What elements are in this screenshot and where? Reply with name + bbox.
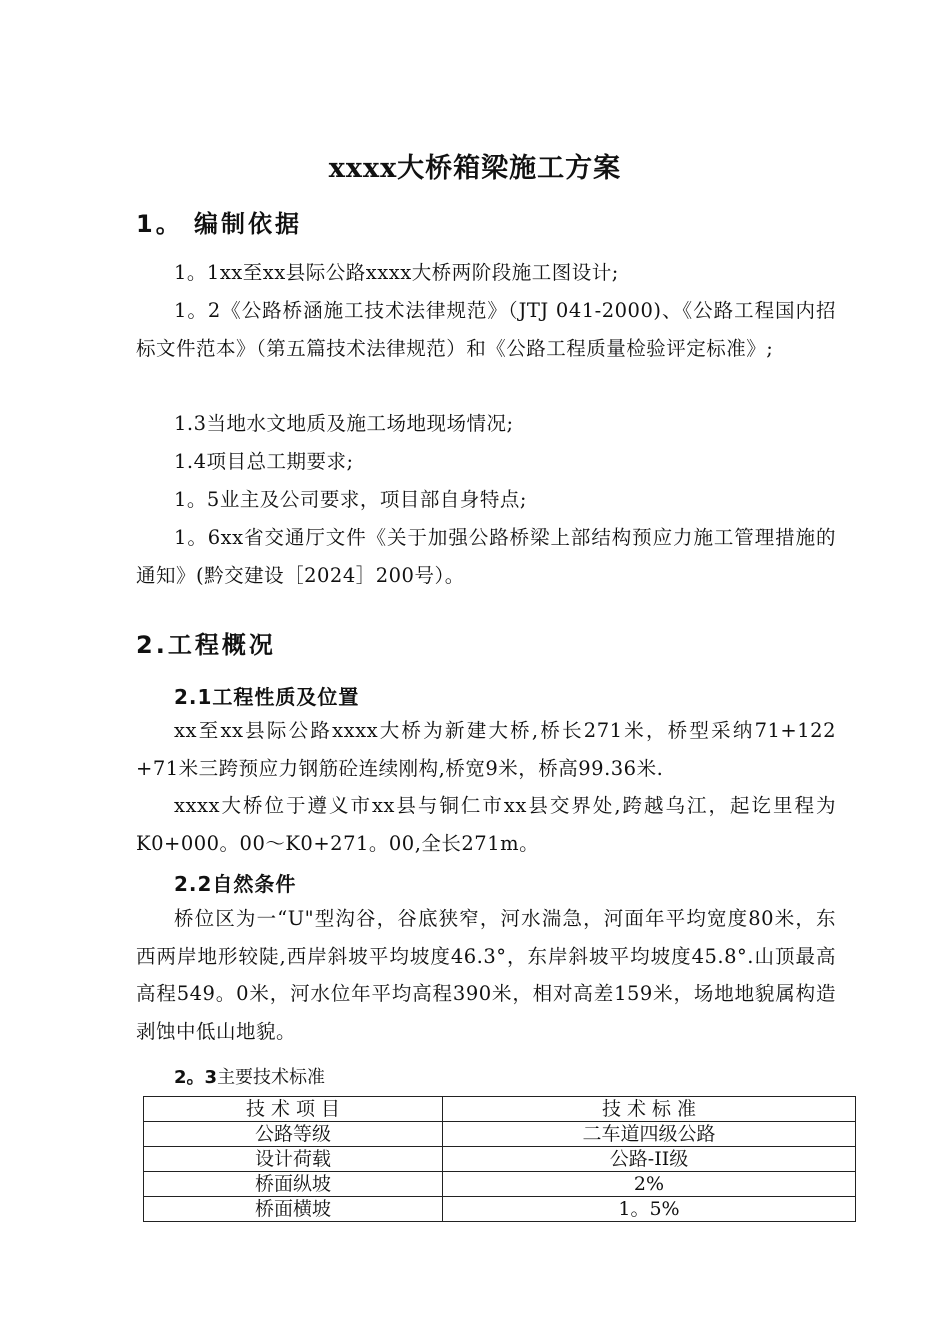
table-header-row	[144, 1097, 856, 1122]
project-location-paragraph: xxxx大桥位于遵义市xx县与铜仁市xx县交界处,跨越乌江，起讫里程为K0+000。00～K0+271。00,全长271m。	[136, 794, 836, 855]
project-nature-paragraph: xx至xx县际公路xxxx大桥为新建大桥,桥长271米，桥型采纳71+122 +71米三跨预应力钢筋砼连续刚构,桥宽9米，桥高99.36米.	[136, 719, 836, 780]
table-cell: 设计荷载	[144, 1147, 443, 1172]
table-header-cell: 技 术 项 目	[144, 1097, 443, 1122]
subsection-2-3-number: 2。3	[174, 1067, 218, 1088]
table-header-cell: 技 术 标 准	[443, 1097, 856, 1122]
section-1-heading: 1。 编制依据	[136, 210, 303, 238]
basis-item-2: 1。2《公路桥涵施工技术法律规范》（JTJ 041-2000)、《公路工程国内招标文件范本》（第五篇技术法律规范）和《公路工程质量检验评定标准》;	[136, 299, 836, 360]
table-row	[144, 1172, 856, 1197]
subsection-2-3-heading	[174, 1063, 325, 1089]
basis-item-4: 1.4项目总工期要求;	[174, 450, 354, 473]
technical-standards-table	[143, 1096, 856, 1222]
table-row	[144, 1197, 856, 1222]
document-title: xxxx大桥箱梁施工方案	[328, 153, 622, 184]
table-row	[144, 1147, 856, 1172]
basis-item-3: 1.3当地水文地质及施工场地现场情况;	[174, 412, 514, 435]
table-cell: 1。5%	[443, 1197, 856, 1222]
subsection-2-3-title: 主要技术标准	[217, 1067, 326, 1088]
table-row	[144, 1122, 856, 1147]
basis-item-5: 1。5业主及公司要求，项目部自身特点;	[174, 488, 527, 511]
table-cell: 公路等级	[144, 1122, 443, 1147]
basis-item-1: 1。1xx至xx县际公路xxxx大桥两阶段施工图设计;	[174, 261, 619, 284]
subsection-2-2-heading: 2.2自然条件	[174, 872, 297, 896]
section-2-heading: 2.工程概况	[136, 631, 276, 659]
table-cell: 桥面纵坡	[144, 1172, 443, 1197]
table-cell: 公路-II级	[443, 1147, 856, 1172]
table-cell: 桥面横坡	[144, 1197, 443, 1222]
subsection-2-1-heading: 2.1工程性质及位置	[174, 685, 360, 709]
table-cell: 2%	[443, 1172, 856, 1197]
basis-item-6: 1。6xx省交通厅文件《关于加强公路桥梁上部结构预应力施工管理措施的通知》(黔交建设［2024］200号）。	[136, 526, 836, 587]
table-cell: 二车道四级公路	[443, 1122, 856, 1147]
natural-conditions-paragraph: 桥位区为一“U"型沟谷，谷底狭窄，河水湍急，河面年平均宽度80米，东西两岸地形较陡,西岸斜坡平均坡度46.3°，东岸斜坡平均坡度45.8°.山顶最高高程549。0米，河水位年平均高程390米，相对高差159米，场地地貌属构造剥蚀中低山地貌。	[136, 907, 836, 1043]
